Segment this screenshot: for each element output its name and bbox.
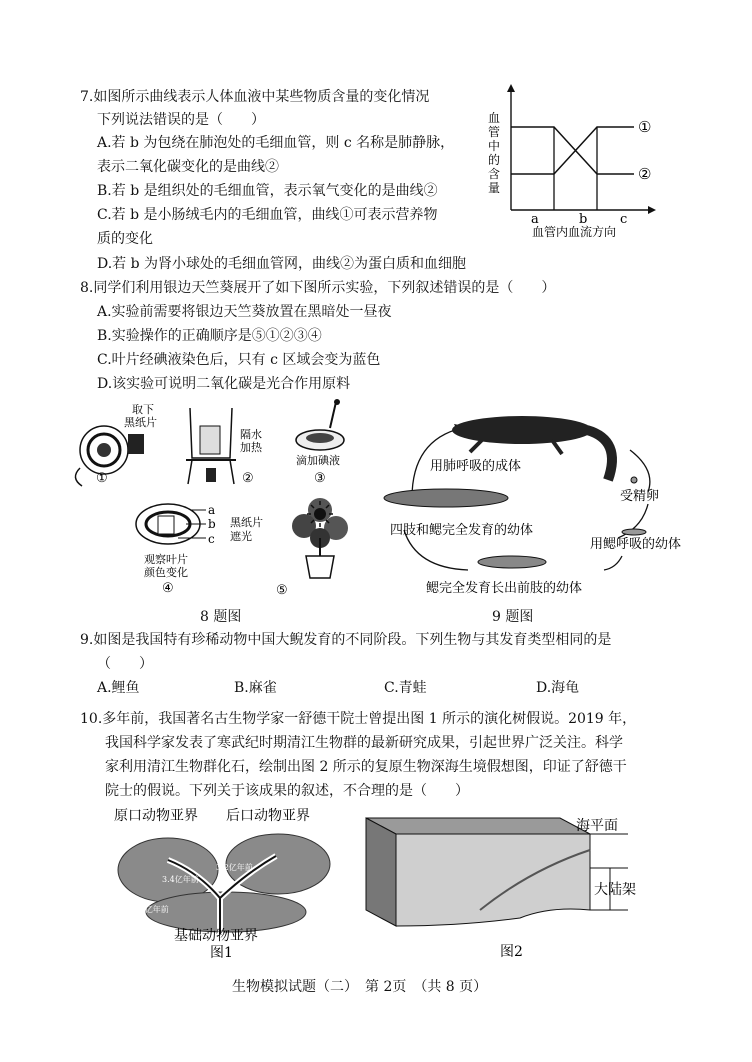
q9-option-a: A.鲤鱼 xyxy=(97,680,140,696)
q9-stem: 9.如图是我国特有珍稀动物中国大鲵发育的不同阶段。下列生物与其发育类型相同的是 xyxy=(80,632,612,648)
q8-option-d: D.该实验可说明二氧化碳是光合作用原料 xyxy=(97,376,351,392)
q9-limbs-larva-label: 四肢和鳃完全发育的幼体 xyxy=(390,523,534,538)
q10-fig2-caption: 图2 xyxy=(500,944,523,960)
q8-step4-b: b xyxy=(208,517,216,531)
q10-line1: 10.多年前，我国著名古生物学家一舒德干院士曾提出图 1 所示的演化树假说。2019 年， xyxy=(80,711,637,727)
q7-stem-line1: 7.如图所示曲线表示人体血液中某些物质含量的变化情况 xyxy=(80,89,430,105)
q8-step4-label-b: 颜色变化 xyxy=(144,566,188,579)
q7-ylabel-char: 管 xyxy=(488,125,501,139)
q9-option-d: D.海龟 xyxy=(536,680,580,696)
q8-step4-label-a: 观察叶片 xyxy=(144,553,188,566)
q10-fig1-caption: 图1 xyxy=(210,945,233,961)
q8-stem: 8.同学们利用银边天竺葵展开了如下图所示实验，下列叙述错误的是（ ） xyxy=(80,280,556,296)
q10-line4: 院士的假说。下列关于该成果的叙述，不合理的是（ ） xyxy=(105,783,469,799)
q7-option-c-line2: 质的变化 xyxy=(97,231,153,247)
q10-fig2-shelf: 大陆架 xyxy=(594,882,636,898)
q8-step4-c: c xyxy=(208,532,215,546)
q7-xlabel: 血管内血流方向 xyxy=(532,225,617,239)
q7-option-a-line1: A.若 b 为包绕在肺泡处的毛细血管，则 c 名称是肺静脉， xyxy=(97,135,455,151)
q8-step2-label-a: 隔水 xyxy=(240,428,262,441)
q9-figure-caption: 9 题图 xyxy=(492,609,534,625)
q10-fig1-right: 后口动物亚界 xyxy=(226,808,310,824)
q8-step1-label-a: 取下 xyxy=(132,403,154,416)
q7-tick-a: a xyxy=(531,212,539,227)
q9-adult-label: 用肺呼吸的成体 xyxy=(430,459,522,474)
q7-option-d: D.若 b 为肾小球处的毛细血管网，曲线②为蛋白质和血细胞 xyxy=(97,256,467,272)
q7-curve1-label: ① xyxy=(638,118,652,136)
egg-illustration xyxy=(631,477,637,483)
larva-front-illustration xyxy=(478,556,546,568)
q9-gill-larva-label: 用鳃呼吸的幼体 xyxy=(590,537,682,552)
q7-option-a-line2: 表示二氧化碳变化的是曲线② xyxy=(97,159,279,175)
q8-step5-label-a: 黑纸片 xyxy=(230,516,263,529)
q10-line2: 我国科学家发表了寒武纪时期清江生物群的最新研究成果，引起世界广泛关注。科学 xyxy=(105,735,623,751)
larva-gill-illustration xyxy=(622,529,646,535)
q8-figure-caption: 8 题图 xyxy=(200,609,242,625)
q7-tick-c: c xyxy=(620,212,628,227)
q7-ylabel-char: 血 xyxy=(488,111,501,125)
q7-option-c-line1: C.若 b 是小肠绒毛内的毛细血管，曲线①可表示营养物 xyxy=(97,207,438,223)
petri-dish-illustration xyxy=(296,399,344,450)
q8-step3-label: 滴加碘液 xyxy=(296,454,340,467)
q10-fig1-bottom: 基础动物亚界 xyxy=(174,928,258,944)
q7-tick-b: b xyxy=(579,212,588,227)
leaf-regions-illustration xyxy=(136,504,206,544)
q8-step4-a: a xyxy=(208,503,216,517)
q10-figure1 xyxy=(108,802,344,962)
q8-step2-num: ② xyxy=(242,471,254,486)
q8-step1-label-b: 黑纸片 xyxy=(124,416,157,429)
q7-ylabel-char: 含 xyxy=(488,167,501,181)
q8-option-b: B.实验操作的正确顺序是⑤①②③④ xyxy=(97,328,322,344)
q9-egg-label: 受精卵 xyxy=(620,489,660,504)
q10-fig1-t1: 3.2亿年前 xyxy=(216,863,253,872)
q8-option-c: C.叶片经碘液染色后，只有 c 区域会变为蓝色 xyxy=(97,352,381,368)
q10-fig1-left: 原口动物亚界 xyxy=(114,808,198,824)
q8-step3-num: ③ xyxy=(314,471,326,486)
q10-fig1-t2: 3.4亿年前 xyxy=(162,875,199,884)
q8-step5-label-b: 遮光 xyxy=(230,530,252,543)
q10-line3: 家利用清江生物群化石，绘制出图 2 所示的复原生物深海生境假想图，印证了舒德干 xyxy=(105,759,627,775)
q7-ylabel-char: 的 xyxy=(488,153,501,167)
q8-step2-label-b: 加热 xyxy=(240,441,262,454)
q10-fig2-sea: 海平面 xyxy=(576,818,618,834)
q7-stem-line2: 下列说法错误的是（ ） xyxy=(97,112,265,128)
leaf-illustration xyxy=(75,426,144,486)
q10-fig1-t3: 3.6亿年前 xyxy=(132,905,169,914)
q10-figure2 xyxy=(360,810,650,962)
q7-ylabel-char: 中 xyxy=(488,139,501,153)
q8-step5-num: ⑤ xyxy=(276,583,288,598)
q7-option-b: B.若 b 是组织处的毛细血管，表示氧气变化的是曲线② xyxy=(97,183,438,199)
q9-figure xyxy=(372,400,682,608)
q8-option-a: A.实验前需要将银边天竺葵放置在黑暗处一昼夜 xyxy=(97,304,392,320)
q9-option-b: B.麻雀 xyxy=(234,680,277,696)
page-footer: 生物模拟试题（二） 第 2页 （共 8 页） xyxy=(232,979,488,995)
q9-blank: （ ） xyxy=(97,656,153,672)
q8-step1-num: ① xyxy=(96,471,108,486)
q9-option-c: C.青蛙 xyxy=(384,680,427,696)
q9-front-larva-label: 鳃完全发育长出前肢的幼体 xyxy=(426,581,583,596)
q7-ylabel-char: 量 xyxy=(488,181,501,195)
q7-graph xyxy=(480,80,680,240)
larva-limbs-illustration xyxy=(384,489,508,507)
q7-curve2-label: ② xyxy=(638,165,652,183)
sun-icon xyxy=(306,500,334,528)
water-bath-illustration xyxy=(186,408,236,484)
q8-step4-num: ④ xyxy=(162,581,174,596)
